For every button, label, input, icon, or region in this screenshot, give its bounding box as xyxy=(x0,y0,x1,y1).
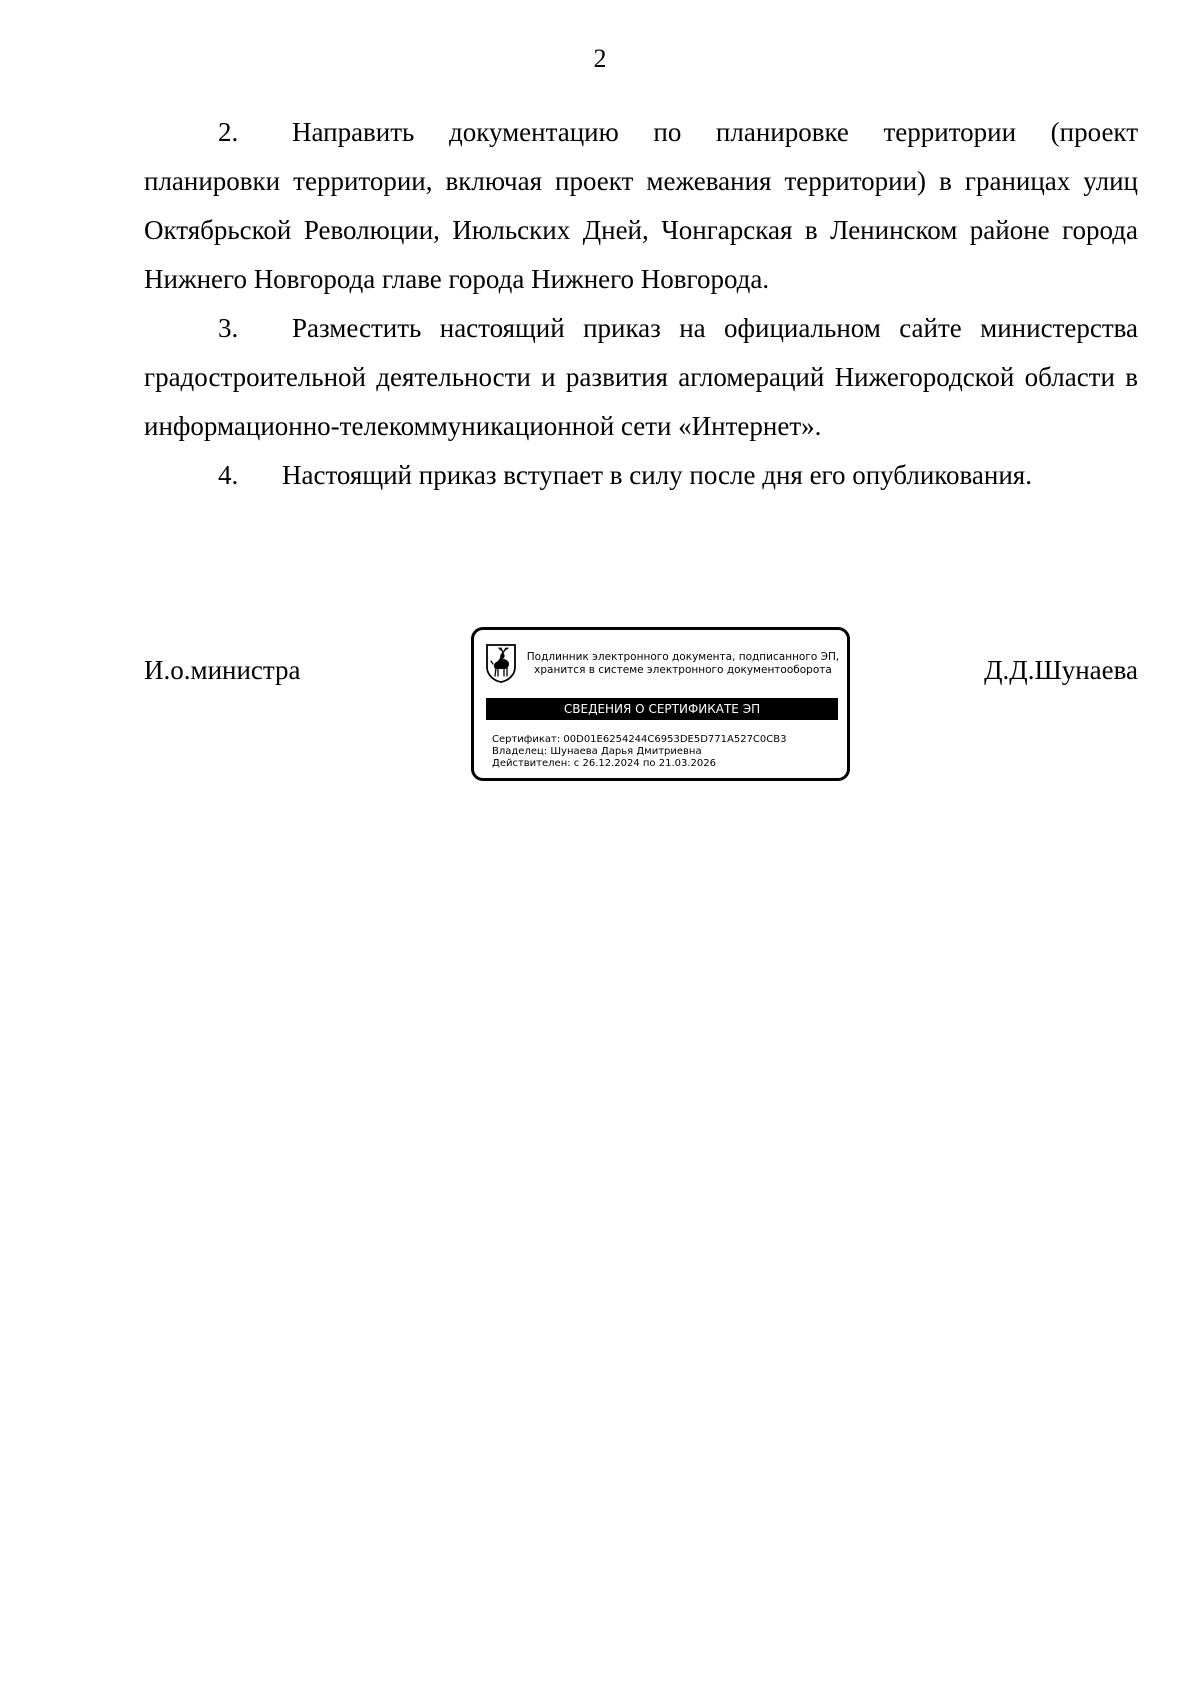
e-signature-stamp xyxy=(471,627,850,781)
document-body xyxy=(144,108,1138,500)
paragraph-4 xyxy=(144,451,1138,500)
paragraph-number: 3. xyxy=(218,313,239,343)
stamp-band-title: СВЕДЕНИЯ О СЕРТИФИКАТЕ ЭП xyxy=(486,698,838,720)
stamp-details xyxy=(492,734,786,770)
signer-name: Д.Д.Шунаева xyxy=(984,655,1138,685)
signer-title: И.о.министра xyxy=(144,655,301,685)
paragraph-number: 4. xyxy=(218,460,239,490)
stamp-header xyxy=(523,651,843,677)
paragraph-text: Настоящий приказ вступает в силу после дня его опубликования. xyxy=(282,460,1032,490)
deer-emblem-icon xyxy=(485,643,517,683)
stamp-certificate: Сертификат: 00D01E6254244C6953DE5D771A527C0CB3 xyxy=(492,734,787,745)
paragraph-2 xyxy=(144,108,1138,304)
stamp-header-line: хранится в системе электронного документооборота xyxy=(534,664,832,676)
stamp-owner: Владелец: Шунаева Дарья Дмитриевна xyxy=(492,746,702,757)
stamp-header-line: Подлинник электронного документа, подписанного ЭП, xyxy=(526,651,840,663)
paragraph-number: 2. xyxy=(218,117,239,147)
stamp-validity: Действителен: с 26.12.2024 по 21.03.2026 xyxy=(492,758,716,769)
paragraph-3 xyxy=(144,304,1138,451)
paragraph-text: Разместить настоящий приказ на официальном сайте министерства градостроительной деятельности и развития агломераций Нижегородской области в информационно-телекоммуникационной сети «Интернет». xyxy=(144,313,1138,441)
paragraph-text: Направить документацию по планировке территории (проект планировки территории, включая проект межевания территории) в границах улиц Октябрьской Революции, Июльских Дней, Чонгарская в Ленинском районе города Нижнего Новгорода главе города Нижнего Новгорода. xyxy=(144,117,1138,294)
page-number: 2 xyxy=(593,44,607,73)
